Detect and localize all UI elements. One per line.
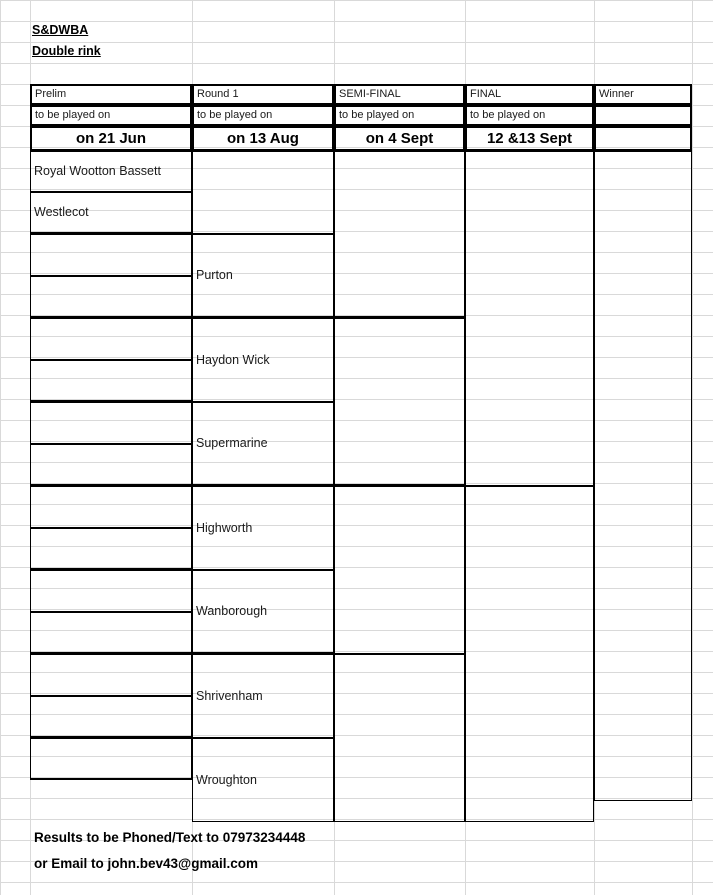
round1-slot-4[interactable] [192, 486, 334, 570]
prelim-slot-13[interactable] [30, 696, 192, 738]
prelim-slot-6[interactable] [30, 402, 192, 444]
header-round-name-0-label: Prelim [35, 88, 67, 100]
winner-slot-0[interactable] [594, 150, 692, 801]
header-subtitle-0 [30, 105, 192, 126]
round1-slot-5-label: Wanborough [196, 604, 268, 619]
header-subtitle-1 [192, 105, 334, 126]
semifinal-slot-2[interactable] [334, 486, 465, 654]
header-round-name-4 [594, 84, 692, 105]
header-date-1-label: on 13 Aug [227, 129, 299, 147]
prelim-slot-4[interactable] [30, 318, 192, 360]
header-date-3[interactable] [465, 126, 594, 151]
prelim-slot-0[interactable] [30, 150, 192, 192]
prelim-slot-2[interactable] [30, 234, 192, 276]
round1-slot-1[interactable] [192, 234, 334, 318]
round1-slot-2-label: Haydon Wick [196, 352, 270, 367]
header-subtitle-0-label: to be played on [35, 109, 111, 121]
prelim-slot-14[interactable] [30, 738, 192, 780]
prelim-slot-3[interactable] [30, 276, 192, 318]
prelim-slot-9[interactable] [30, 528, 192, 570]
round1-slot-0[interactable] [192, 150, 334, 234]
header-date-2-label: on 4 Sept [365, 129, 434, 147]
semifinal-slot-1[interactable] [334, 318, 465, 486]
header-date-1[interactable] [192, 126, 334, 151]
round1-slot-4-label: Highworth [196, 520, 253, 535]
round1-slot-3-label: Supermarine [196, 436, 268, 451]
prelim-slot-1-label: Westlecot [34, 205, 89, 220]
prelim-slot-10[interactable] [30, 570, 192, 612]
grid-row-line [0, 21, 713, 22]
prelim-slot-0-label: Royal Wootton Bassett [34, 164, 161, 179]
header-subtitle-4 [594, 105, 692, 126]
header-round-name-3-label: FINAL [470, 88, 502, 100]
semifinal-slot-0[interactable] [334, 150, 465, 318]
prelim-slot-1[interactable] [30, 192, 192, 234]
round1-slot-1-label: Purton [196, 268, 233, 283]
header-date-0-label: on 21 Jun [75, 129, 146, 147]
semifinal-slot-3[interactable] [334, 654, 465, 822]
grid-row-line [0, 882, 713, 883]
sheet-title-line-2: Double rink [32, 44, 101, 58]
grid-row-line [0, 0, 713, 1]
header-subtitle-2-label: to be played on [339, 109, 415, 121]
round1-slot-6[interactable] [192, 654, 334, 738]
prelim-slot-11[interactable] [30, 612, 192, 654]
header-date-0[interactable] [30, 126, 192, 151]
header-round-name-2-label: SEMI-FINAL [339, 88, 401, 100]
prelim-slot-12[interactable] [30, 654, 192, 696]
grid-col-line [0, 0, 1, 895]
header-round-name-0 [30, 84, 192, 105]
final-slot-1[interactable] [465, 486, 594, 822]
header-round-name-2 [334, 84, 465, 105]
round1-slot-3[interactable] [192, 402, 334, 486]
prelim-slot-5[interactable] [30, 360, 192, 402]
round1-slot-6-label: Shrivenham [196, 688, 263, 703]
round1-slot-7[interactable] [192, 738, 334, 822]
prelim-slot-8[interactable] [30, 486, 192, 528]
header-round-name-1-label: Round 1 [197, 88, 239, 100]
footer-line-phone: Results to be Phoned/Text to 07973234448 [34, 830, 306, 845]
header-date-4[interactable] [594, 126, 692, 151]
grid-row-line [0, 63, 713, 64]
header-date-2[interactable] [334, 126, 465, 151]
header-date-3-label: 12 &13 Sept [486, 129, 573, 147]
header-subtitle-3 [465, 105, 594, 126]
footer-line-email: or Email to john.bev43@gmail.com [34, 856, 258, 871]
sheet-title-line-1: S&DWBA [32, 23, 89, 37]
prelim-slot-7[interactable] [30, 444, 192, 486]
header-subtitle-3-label: to be played on [470, 109, 546, 121]
header-round-name-1 [192, 84, 334, 105]
round1-slot-5[interactable] [192, 570, 334, 654]
header-round-name-3 [465, 84, 594, 105]
final-slot-0[interactable] [465, 150, 594, 486]
grid-row-line [0, 42, 713, 43]
header-subtitle-2 [334, 105, 465, 126]
round1-slot-2[interactable] [192, 318, 334, 402]
grid-col-line [692, 0, 693, 895]
header-round-name-4-label: Winner [599, 88, 634, 100]
round1-slot-7-label: Wroughton [196, 772, 257, 787]
header-subtitle-1-label: to be played on [197, 109, 273, 121]
